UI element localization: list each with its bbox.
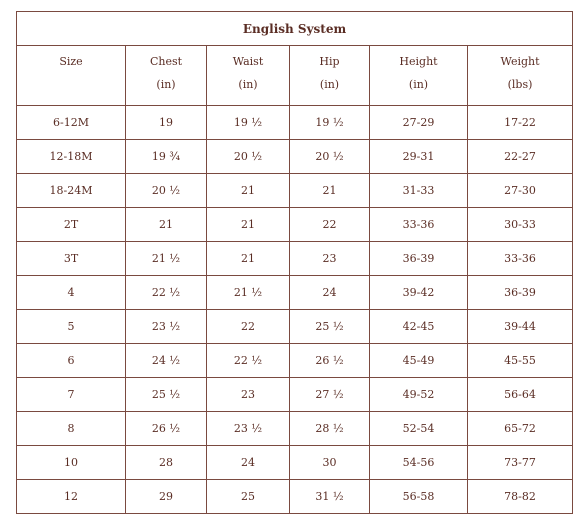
cell-size: 4 [17,276,126,310]
cell-weight: 22-27 [468,140,573,174]
cell-height: 29-31 [370,140,468,174]
table-row [17,344,573,378]
cell-hip: 21 [290,174,370,208]
cell-height: 27-29 [370,106,468,140]
table-row [17,276,573,310]
cell-waist: 21 ½ [207,276,290,310]
cell-weight: 36-39 [468,276,573,310]
title-row [17,12,573,46]
cell-waist: 22 ½ [207,344,290,378]
table-row [17,106,573,140]
size-chart-table [16,11,573,514]
cell-size: 2T [17,208,126,242]
cell-waist: 21 [207,174,290,208]
cell-weight: 73-77 [468,446,573,480]
header-label: Hip [319,55,340,68]
cell-chest: 19 [126,106,207,140]
cell-weight: 78-82 [468,480,573,514]
table-row [17,140,573,174]
cell-hip: 31 ½ [290,480,370,514]
cell-waist: 23 [207,378,290,412]
table-title: English System [17,12,573,46]
header-unit: (in) [238,78,258,91]
cell-height: 42-45 [370,310,468,344]
cell-size: 18-24M [17,174,126,208]
cell-weight: 30-33 [468,208,573,242]
header-unit: (in) [408,78,429,91]
table-row [17,242,573,276]
cell-height: 54-56 [370,446,468,480]
cell-height: 39-42 [370,276,468,310]
table-row [17,378,573,412]
header-unit: (lbs) [507,78,533,91]
cell-height: 56-58 [370,480,468,514]
cell-waist: 19 ½ [207,106,290,140]
cell-size: 3T [17,242,126,276]
cell-chest: 24 ½ [126,344,207,378]
header-label: Waist [232,55,264,68]
cell-size: 6-12M [17,106,126,140]
cell-waist: 20 ½ [207,140,290,174]
cell-weight: 56-64 [468,378,573,412]
cell-size: 12 [17,480,126,514]
cell-hip: 28 ½ [290,412,370,446]
cell-size: 12-18M [17,140,126,174]
cell-height: 31-33 [370,174,468,208]
table-row [17,412,573,446]
cell-chest: 28 [126,446,207,480]
cell-hip: 27 ½ [290,378,370,412]
cell-hip: 22 [290,208,370,242]
cell-height: 36-39 [370,242,468,276]
table-row [17,208,573,242]
cell-weight: 17-22 [468,106,573,140]
cell-waist: 22 [207,310,290,344]
cell-waist: 21 [207,208,290,242]
header-waist [207,46,290,106]
cell-height: 33-36 [370,208,468,242]
cell-waist: 21 [207,242,290,276]
cell-size: 8 [17,412,126,446]
cell-height: 45-49 [370,344,468,378]
header-chest [126,46,207,106]
cell-chest: 23 ½ [126,310,207,344]
table-row [17,310,573,344]
cell-weight: 39-44 [468,310,573,344]
cell-hip: 25 ½ [290,310,370,344]
cell-chest: 29 [126,480,207,514]
cell-chest: 22 ½ [126,276,207,310]
cell-weight: 45-55 [468,344,573,378]
cell-chest: 26 ½ [126,412,207,446]
cell-weight: 65-72 [468,412,573,446]
cell-weight: 27-30 [468,174,573,208]
cell-hip: 30 [290,446,370,480]
header-label: Weight [500,55,540,68]
cell-size: 6 [17,344,126,378]
cell-size: 5 [17,310,126,344]
cell-waist: 24 [207,446,290,480]
cell-height: 49-52 [370,378,468,412]
header-unit: (in) [156,78,176,91]
cell-chest: 21 [126,208,207,242]
header-weight [468,46,573,106]
header-hip [290,46,370,106]
cell-height: 52-54 [370,412,468,446]
cell-hip: 20 ½ [290,140,370,174]
header-height [370,46,468,106]
cell-waist: 25 [207,480,290,514]
header-label: Height [399,55,438,68]
table-row [17,174,573,208]
table-row [17,446,573,480]
header-label: Chest [149,55,183,68]
cell-chest: 19 ¾ [126,140,207,174]
cell-chest: 21 ½ [126,242,207,276]
cell-size: 10 [17,446,126,480]
cell-hip: 19 ½ [290,106,370,140]
cell-hip: 23 [290,242,370,276]
cell-hip: 24 [290,276,370,310]
table-row [17,480,573,514]
table-body [17,106,573,514]
header-unit: (in) [319,78,340,91]
cell-hip: 26 ½ [290,344,370,378]
header-size [17,46,126,106]
cell-weight: 33-36 [468,242,573,276]
cell-chest: 20 ½ [126,174,207,208]
header-row [17,46,573,106]
cell-size: 7 [17,378,126,412]
header-label: Size [59,55,83,68]
cell-waist: 23 ½ [207,412,290,446]
cell-chest: 25 ½ [126,378,207,412]
